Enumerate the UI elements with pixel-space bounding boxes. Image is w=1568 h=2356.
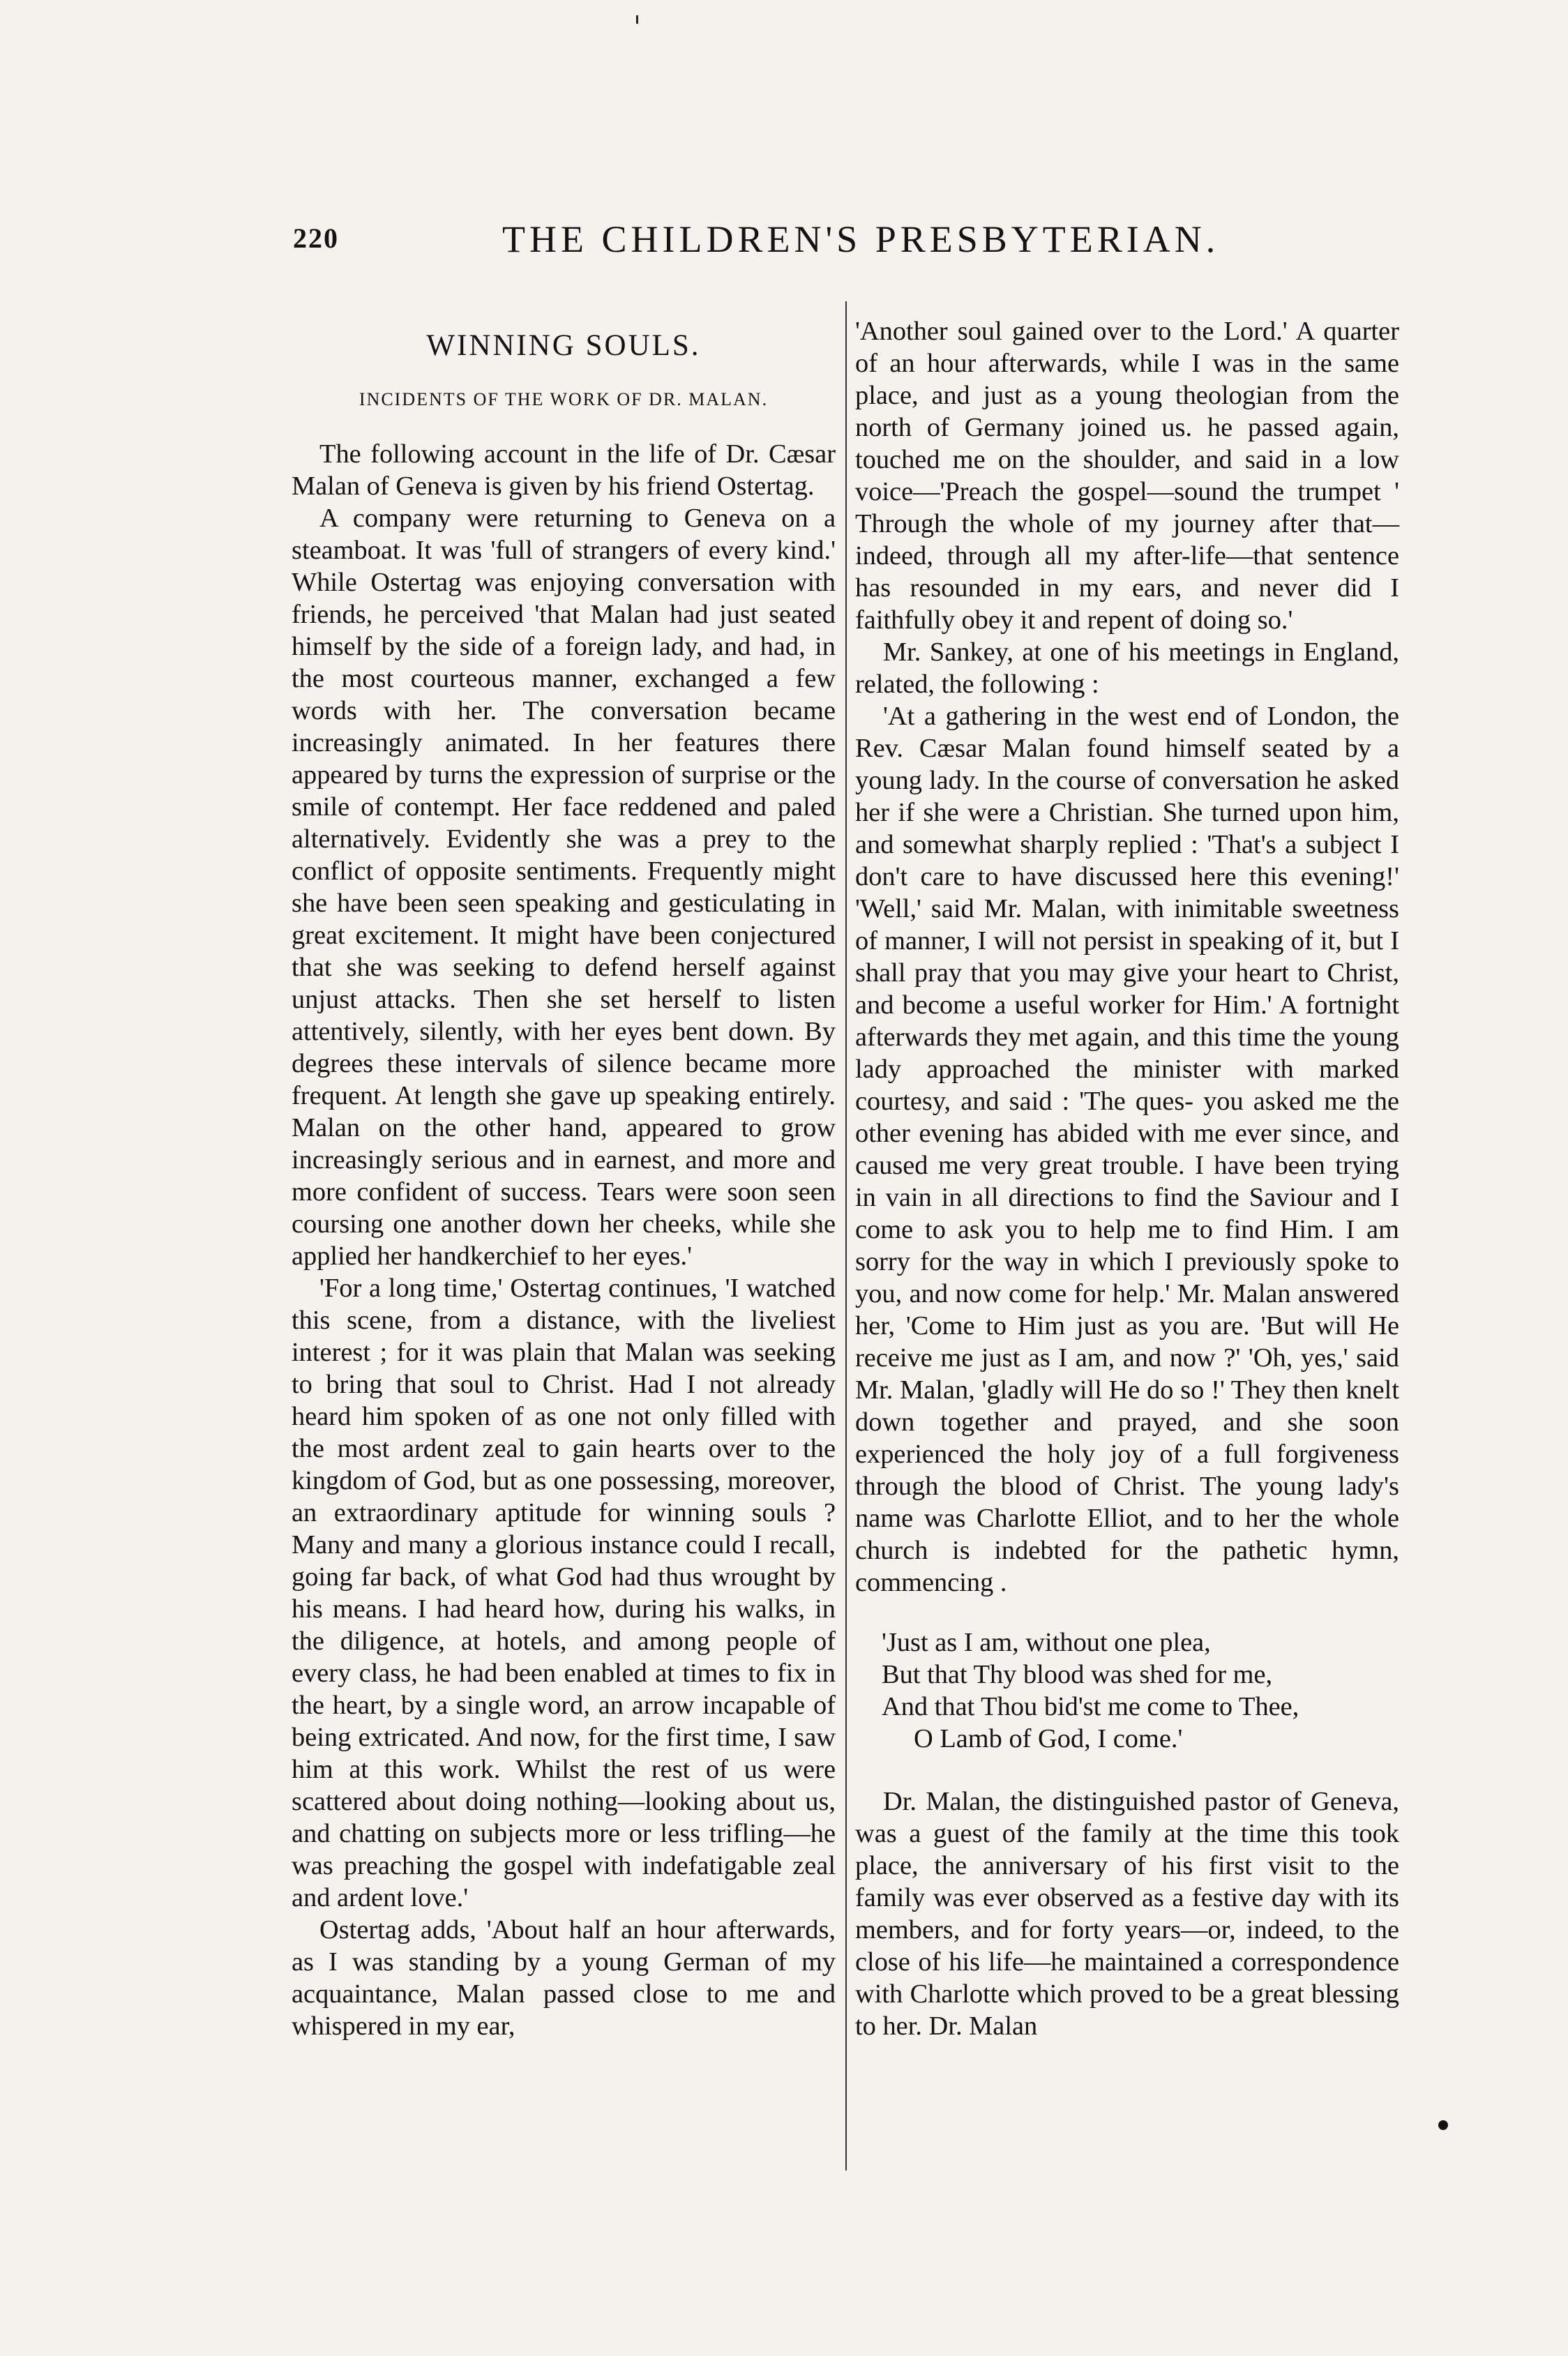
page-header bbox=[293, 218, 1409, 271]
hymn-line: O Lamb of God, I come.' bbox=[914, 1724, 1183, 1753]
hymn-verse bbox=[882, 1626, 1399, 1755]
running-head: THE CHILDREN'S PRESBYTERIAN. bbox=[502, 218, 1220, 260]
paragraph: The following account in the life of Dr. Cæsar Malan of Geneva is given by his friend Ostertag. bbox=[292, 439, 836, 501]
paragraph: A company were returning to Geneva on a steamboat. It was 'full of strangers of every kind.' While Ostertag was enjoying conversation with friends, he perceived 'that Malan had just seated himself by the side of a foreign lady, and had, in the most courteous manner, exchanged a few words with her. The conversation became increasingly animated. In her features there appeared by turns the expression of surprise or the smile of contempt. Her face reddened and paled alternatively. Evidently she was a prey to the conflict of opposite sentiments. Frequently might she have been seen speaking and gesticulating in great excitement. It might have been conjectured that she was seeking to defend herself against unjust attacks. Then she set herself to listen attentively, silently, with her eyes bent down. By degrees these intervals of silence became more frequent. At length she gave up speaking entirely. Malan on the other hand, appeared to grow increasingly serious and in earnest, and more and more confident of success. Tears were soon seen coursing one another down her cheeks, while she applied her handkerchief to her eyes.' bbox=[292, 504, 836, 1271]
left-column bbox=[292, 328, 836, 2042]
hymn-line: 'Just as I am, without one plea, bbox=[882, 1628, 1211, 1657]
ink-dot bbox=[1438, 2120, 1448, 2130]
paragraph: Ostertag adds, 'About half an hour afterwards, as I was standing by a young German of my acquaintance, Malan passed close to me and whispered in my ear, bbox=[292, 1915, 836, 2041]
hymn-line: And that Thou bid'st me come to Thee, bbox=[882, 1692, 1299, 1721]
paragraph: Dr. Malan, the distinguished pastor of Geneva, was a guest of the family at the time this took place, the anniversary of his first visit to the family was ever observed as a festive day with its members, and for forty years—or, indeed, to the close of his life—he maintained a correspondence with Charlotte which proved to be a great blessing to her. Dr. Malan bbox=[855, 1787, 1399, 2041]
article-subtitle: INCIDENTS OF THE WORK OF DR. MALAN. bbox=[359, 389, 769, 409]
paragraph: 'Another soul gained over to the Lord.' A quarter of an hour afterwards, while I was in the same place, and just as a young theologian from the north of Germany joined us. he passed again, touched me on the shoulder, and said in a low voice—'Preach the gospel—sound the trumpet ' Through the whole of my journey after that—indeed, through all my after-life—that sentence has resounded in my ears, and never did I faithfully obey it and repent of doing so.' bbox=[855, 317, 1399, 635]
hymn-line: But that Thy blood was shed for me, bbox=[882, 1660, 1273, 1689]
paragraph: 'For a long time,' Ostertag continues, 'I watched this scene, from a distance, with the liveliest interest ; for it was plain that Malan was seeking to bring that soul to Christ. Had I not already heard him spoken of as one not only filled with the most ardent zeal to gain hearts over to the kingdom of God, but as one possessing, moreover, an extraordinary aptitude for winning souls ? Many and many a glorious instance could I recall, going far back, of what God had thus wrought by his means. I had heard how, during his walks, in the diligence, at hotels, and among people of every class, he had been enabled at times to fix in the heart, by a single word, an arrow incapable of being extricated. And now, for the first time, I saw him at this work. Whilst the rest of us were scattered about doing nothing—looking about us, and chatting on subjects more or less trifling—he was preaching the gospel with indefatigable zeal and ardent love.' bbox=[292, 1274, 836, 1912]
paragraph: 'At a gathering in the west end of London, the Rev. Cæsar Malan found himself seated by a young lady. In the course of conversation he asked her if she were a Christian. She turned upon him, and somewhat sharply replied : 'That's a subject I don't care to have discussed here this evening!' 'Well,' said Mr. Malan, with inimitable sweetness of manner, I will not persist in speaking of it, but I shall pray that you may give your heart to Christ, and become a useful worker for Him.' A fortnight afterwards they met again, and this time the young lady approached the minister with marked courtesy, and said : 'The ques- you asked me the other evening has abided with me ever since, and caused me very great trouble. I have been trying in vain in all directions to find the Saviour and I come to ask you to help me to find Him. I am sorry for the way in which I previously spoke to you, and now come for help.' Mr. Malan answered her, 'Come to Him just as you are. 'But will He receive me just as I am, and now ?' 'Oh, yes,' said Mr. Malan, 'gladly will He do so !' They then knelt down together and prayed, and she soon experienced the holy joy of a full forgiveness through the blood of Christ. The young lady's name was Charlotte Elliot, and to her the whole church is indebted for the pathetic hymn, commencing . bbox=[855, 702, 1399, 1597]
print-speck bbox=[636, 15, 638, 24]
column-divider bbox=[845, 301, 847, 2170]
right-column bbox=[855, 315, 1399, 2042]
page-number: 220 bbox=[293, 222, 339, 254]
article-title: WINNING SOULS. bbox=[426, 329, 701, 362]
paragraph: Mr. Sankey, at one of his meetings in England, related, the following : bbox=[855, 637, 1399, 699]
